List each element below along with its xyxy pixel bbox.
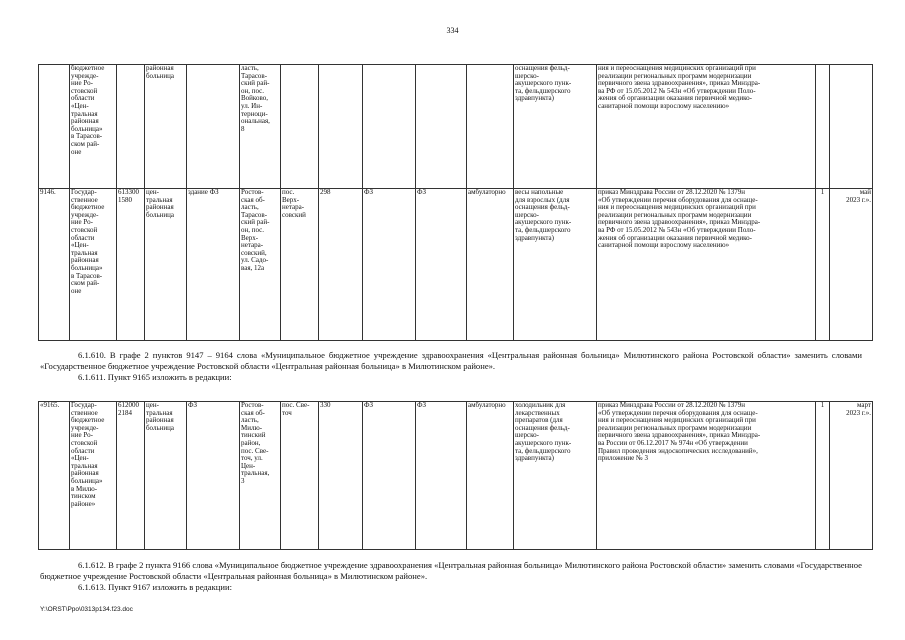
- cell-line: учрежде-: [71, 423, 99, 432]
- cell-line: реализации региональных программ модернизации: [598, 423, 752, 432]
- cell-line: Тарасов-: [241, 210, 268, 219]
- cell-line: нетара-: [282, 203, 305, 212]
- cell-organization-name: [70, 189, 117, 341]
- cell-line: реализации региональных программ модернизации: [598, 210, 752, 219]
- cell-organization-name: [70, 65, 117, 189]
- cell-line: приказ Минздрава России от 28.12.2020 № 1379н: [598, 188, 745, 196]
- cell-legal-basis: [597, 65, 816, 189]
- cell-line: ском рай-: [71, 279, 100, 288]
- cell-line: ул. Ин-: [241, 101, 263, 110]
- cell-equipment: [514, 189, 597, 341]
- cell-row-number: [39, 402, 70, 550]
- cell-locality: [281, 65, 319, 189]
- cell-line: он, пос.: [241, 86, 265, 95]
- cell-line: здравпункта): [515, 454, 554, 463]
- cell-line: учрежде-: [71, 71, 99, 80]
- cell-row-number: [39, 189, 70, 341]
- cell-line: стовской: [71, 86, 98, 95]
- cell-line: больница»: [71, 124, 103, 133]
- cell-quantity: [816, 189, 830, 341]
- cell-line: ва РФ от 15.05.2012 № 543н «Об утверждении Поло-: [598, 86, 756, 95]
- cell-quantity: [816, 402, 830, 550]
- cell-line: ва РФ от 15.05.2012 № 543н «Об утверждении Поло-: [598, 225, 756, 234]
- cell-legal-basis: [597, 402, 816, 550]
- cell-line: Ростов-: [241, 401, 264, 409]
- cell-equipment: [514, 402, 597, 550]
- cell-locality: [281, 189, 319, 341]
- cell-row-number: [39, 65, 70, 189]
- cell-col9: [416, 65, 467, 189]
- cell-line: район,: [241, 438, 261, 447]
- cell-line: 298: [320, 188, 331, 196]
- cell-line: шерско-: [515, 71, 539, 80]
- cell-building: [187, 189, 240, 341]
- amendment-paragraph: 6.1.612. В графе 2 пункта 9166 слова «Муниципальное бюджетное учреждение здравоохранения «Центральная районная больница» Милютинского района Ростовской области» заменить словами «Государственное бюджетное учреждение Ростовской области «Центральная районная больница» в Милютинском районе».: [40, 560, 862, 581]
- cell-date: [830, 189, 873, 341]
- cell-line: 330: [320, 401, 331, 409]
- cell-quantity: [816, 65, 830, 189]
- cell-line: 2023 г.».: [846, 408, 871, 417]
- cell-line: лекарственных: [515, 408, 560, 417]
- cell-line: ФЗ: [188, 401, 198, 409]
- cell-line: оснащения фельд-: [515, 203, 570, 212]
- cell-line: для взрослых (для: [515, 195, 570, 204]
- cell-line: Ростов-: [241, 188, 264, 196]
- cell-line: май: [859, 188, 871, 196]
- cell-line: Государ-: [71, 188, 97, 196]
- cell-line: ласть,: [241, 64, 259, 72]
- cell-care-form: [467, 402, 514, 550]
- cell-line: ния и переоснащения медицинских организаций при: [598, 416, 756, 425]
- cell-line: март: [857, 401, 871, 409]
- cell-line: акушерского пунк-: [515, 218, 572, 227]
- table-row: [39, 189, 873, 341]
- cell-line: первичного звена здравоохранения», приказ Минздра-: [598, 79, 761, 88]
- amendment-paragraph: 6.1.611. Пункт 9165 изложить в редакции:: [78, 372, 232, 382]
- equipment-table-2: [38, 401, 873, 550]
- cell-line: та, фельдшерского: [515, 446, 571, 455]
- cell-line: здравпункта): [515, 233, 554, 242]
- file-path-footer: Y:\ORST\Ppo\0313p134.f23.doc: [40, 606, 133, 613]
- cell-line: районная: [146, 64, 174, 72]
- cell-code: [117, 402, 145, 550]
- cell-line: районная: [71, 117, 99, 126]
- cell-line: Государ-: [71, 401, 97, 409]
- amendment-paragraph: 6.1.610. В графе 2 пунктов 9147 – 9164 слова «Муниципальное бюджетное учреждение здравоохранения «Центральная районная больница» Милютинского района Ростовской области» заменить словами «Государственное бюджетное учреждение Ростовской области «Центральная районная больница» в Милютинском районе».: [40, 350, 862, 371]
- cell-col8: [363, 189, 416, 341]
- cell-line: 1: [820, 188, 825, 196]
- cell-line: терноци-: [241, 109, 268, 118]
- cell-line: области: [71, 446, 95, 455]
- cell-col7: [319, 65, 363, 189]
- cell-line: тинском: [71, 492, 96, 501]
- cell-line: районная: [146, 416, 174, 425]
- equipment-table-1: [38, 64, 873, 341]
- cell-line: 613300: [118, 188, 139, 196]
- cell-line: ул. Садо-: [241, 256, 269, 265]
- cell-line: совский,: [241, 248, 267, 257]
- cell-line: 9146.: [40, 188, 56, 196]
- cell-building: [187, 65, 240, 189]
- cell-line: ние Ро-: [71, 79, 93, 88]
- cell-line: тральная: [71, 248, 98, 257]
- cell-line: Войково,: [241, 94, 268, 103]
- cell-line: холодильник для: [515, 401, 566, 409]
- cell-line: бюджетное: [71, 416, 105, 425]
- cell-line: 1580: [118, 195, 132, 204]
- cell-code: [117, 189, 145, 341]
- cell-line: ласть,: [241, 416, 259, 425]
- cell-address: [240, 65, 281, 189]
- cell-line: «9165.: [40, 401, 60, 409]
- cell-line: области: [71, 233, 95, 242]
- cell-line: совский: [282, 210, 306, 219]
- cell-subdivision: [145, 189, 187, 341]
- cell-line: ская об-: [241, 408, 265, 417]
- cell-equipment: [514, 65, 597, 189]
- cell-line: бюджетное: [71, 203, 105, 212]
- cell-line: больница: [146, 71, 174, 80]
- cell-line: тральная: [146, 408, 173, 417]
- cell-care-form: [467, 189, 514, 341]
- cell-line: «Цен-: [71, 454, 89, 463]
- cell-line: больница: [146, 423, 174, 432]
- cell-line: районная: [71, 469, 99, 478]
- cell-line: Верх-: [282, 195, 300, 204]
- cell-line: акушерского пунк-: [515, 438, 572, 447]
- cell-col8: [363, 65, 416, 189]
- cell-line: вая, 12а: [241, 263, 265, 272]
- cell-line: «Цен-: [71, 101, 89, 110]
- cell-line: весы напольные: [515, 188, 564, 196]
- cell-line: ственное: [71, 408, 98, 417]
- cell-line: шерско-: [515, 210, 539, 219]
- cell-col7: [319, 402, 363, 550]
- cell-line: стовской: [71, 225, 98, 234]
- cell-building: [187, 402, 240, 550]
- cell-line: больница»: [71, 263, 103, 272]
- cell-col9: [416, 402, 467, 550]
- cell-line: ФЗ: [417, 188, 427, 196]
- cell-line: приложение № 3: [598, 454, 648, 463]
- cell-organization-name: [70, 402, 117, 550]
- cell-line: Милю-: [241, 423, 263, 432]
- cell-line: приказ Минздрава России от 28.12.2020 № 1379н: [598, 401, 745, 409]
- cell-line: районе»: [71, 499, 96, 508]
- cell-line: «Об утверждении перечня оборудования для оснаще-: [598, 408, 758, 417]
- cell-line: ФЗ: [417, 401, 427, 409]
- cell-code: [117, 65, 145, 189]
- cell-line: цен-: [146, 401, 159, 409]
- cell-line: санитарной помощи взрослому населению»: [598, 101, 730, 110]
- cell-line: районная: [146, 203, 174, 212]
- table-row: [39, 402, 873, 550]
- cell-line: 612000: [118, 401, 139, 409]
- cell-line: он, пос.: [241, 225, 265, 234]
- cell-line: оне: [71, 286, 82, 295]
- amendment-paragraph: 6.1.613. Пункт 9167 изложить в редакции:: [78, 582, 232, 592]
- cell-line: первичного звена здравоохранения», приказ Минздра-: [598, 431, 761, 440]
- amendment-paragraphs-1: [40, 350, 862, 383]
- cell-line: Цен-: [241, 461, 256, 470]
- cell-line: «Цен-: [71, 241, 89, 250]
- cell-line: больница»: [71, 476, 103, 485]
- cell-line: в Тарасов-: [71, 271, 103, 280]
- cell-line: та, фельдшерского: [515, 225, 571, 234]
- cell-line: в Милю-: [71, 484, 98, 493]
- cell-line: первичного звена здравоохранения», приказ Минздра-: [598, 218, 761, 227]
- cell-care-form: [467, 65, 514, 189]
- cell-line: ние Ро-: [71, 218, 93, 227]
- cell-col9: [416, 189, 467, 341]
- cell-line: тральная: [71, 461, 98, 470]
- cell-line: тинский: [241, 431, 266, 440]
- cell-line: цен-: [146, 188, 159, 196]
- cell-line: реализации региональных программ модернизации: [598, 71, 752, 80]
- cell-date: [830, 65, 873, 189]
- cell-line: шерско-: [515, 431, 539, 440]
- cell-col7: [319, 189, 363, 341]
- cell-legal-basis: [597, 189, 816, 341]
- cell-line: ФЗ: [364, 188, 374, 196]
- cell-line: больница: [146, 210, 174, 219]
- cell-line: точ, ул.: [241, 454, 263, 463]
- cell-locality: [281, 402, 319, 550]
- cell-line: жения об организации оказания первичной медико-: [598, 94, 752, 103]
- cell-line: санитарной помощи взрослому населению»: [598, 241, 730, 250]
- cell-date: [830, 402, 873, 550]
- cell-line: Тарасов-: [241, 71, 268, 80]
- cell-line: точ: [282, 408, 292, 417]
- cell-line: 1: [820, 401, 825, 409]
- cell-line: ональная,: [241, 117, 270, 126]
- cell-line: та, фельдшерского: [515, 86, 571, 95]
- cell-line: районная: [71, 256, 99, 265]
- cell-line: бюджетное: [71, 64, 105, 72]
- cell-line: тральная: [146, 195, 173, 204]
- cell-line: ва России от 06.12.2017 № 974н «Об утверждении: [598, 438, 748, 447]
- cell-line: 8: [241, 124, 245, 133]
- cell-line: учрежде-: [71, 210, 99, 219]
- cell-line: «Об утверждении перечня оборудования для оснаще-: [598, 195, 758, 204]
- cell-address: [240, 189, 281, 341]
- cell-line: здание ФЗ: [188, 188, 219, 196]
- cell-line: ственное: [71, 195, 98, 204]
- cell-line: ский рай-: [241, 218, 270, 227]
- cell-line: 3: [241, 476, 245, 485]
- cell-line: нетара-: [241, 241, 264, 250]
- cell-line: жения об организации оказания первичной медико-: [598, 233, 752, 242]
- cell-line: ФЗ: [364, 401, 374, 409]
- cell-line: пос.: [282, 188, 295, 196]
- page-number: 334: [446, 26, 459, 35]
- cell-col8: [363, 402, 416, 550]
- cell-line: ском рай-: [71, 139, 100, 148]
- cell-line: оснащения фельд-: [515, 423, 570, 432]
- cell-line: акушерского пунк-: [515, 79, 572, 88]
- cell-subdivision: [145, 402, 187, 550]
- cell-subdivision: [145, 65, 187, 189]
- cell-line: области: [71, 94, 95, 103]
- cell-line: тральная: [71, 109, 98, 118]
- cell-line: пос. Све-: [282, 401, 310, 409]
- cell-line: ский рай-: [241, 79, 270, 88]
- cell-line: здравпункта): [515, 94, 554, 103]
- cell-line: препаратов (для: [515, 416, 563, 425]
- cell-line: 2023 г.».: [846, 195, 871, 204]
- cell-line: 2184: [118, 408, 132, 417]
- cell-line: амбулаторно: [468, 188, 506, 196]
- cell-line: ния и переоснащения медицинских организаций при: [598, 203, 756, 212]
- cell-line: Верх-: [241, 233, 259, 242]
- amendment-paragraphs-2: [40, 560, 862, 593]
- cell-line: амбулаторно: [468, 401, 506, 409]
- cell-line: в Тарасов-: [71, 132, 103, 141]
- cell-line: оне: [71, 147, 82, 156]
- cell-line: стовской: [71, 438, 98, 447]
- cell-line: ская об-: [241, 195, 265, 204]
- cell-line: тральная,: [241, 469, 270, 478]
- cell-line: Правил проведения эндоскопических исследований»,: [598, 446, 758, 455]
- cell-line: ласть,: [241, 203, 259, 212]
- cell-line: ния и переоснащения медицинских организаций при: [598, 64, 756, 72]
- table-row: [39, 65, 873, 189]
- cell-address: [240, 402, 281, 550]
- cell-line: ние Ро-: [71, 431, 93, 440]
- cell-line: оснащения фельд-: [515, 64, 570, 72]
- cell-line: пос. Све-: [241, 446, 269, 455]
